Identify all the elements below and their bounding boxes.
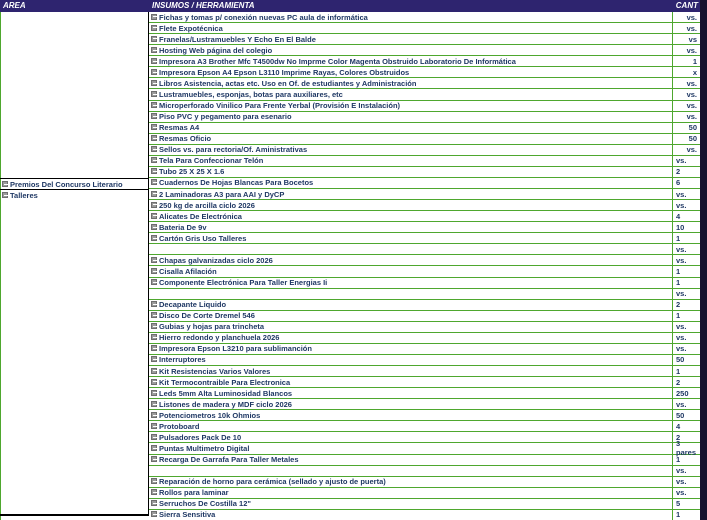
- item-label: Listones de madera y MDF ciclo 2026: [159, 399, 292, 409]
- collapse-icon[interactable]: [2, 181, 8, 187]
- table-row: [149, 344, 700, 355]
- table-row: [149, 477, 700, 488]
- item-label: Pulsadores Pack De 10: [159, 432, 242, 442]
- item-label: Reparación de horno para cerámica (sellado y ajusto de puerta): [159, 477, 386, 487]
- item-label: 2 Laminadoras A3 para AAI y DyCP: [159, 189, 285, 199]
- row-cant-cell[interactable]: 50: [672, 134, 700, 144]
- row-cant-cell[interactable]: 4: [672, 211, 700, 221]
- row-cant-cell[interactable]: vs.: [672, 156, 700, 166]
- table-row: [149, 67, 700, 78]
- item-label: Gubias y hojas para trincheta: [159, 322, 265, 332]
- table-row: [149, 421, 700, 432]
- row-item-cell[interactable]: [149, 400, 672, 409]
- collapse-icon[interactable]: [151, 368, 157, 374]
- item-label: Kit Termocontraible Para Electronica: [159, 377, 291, 387]
- item-label: Cuadernos De Hojas Blancas Para Bocetos: [159, 178, 314, 188]
- row-item-cell[interactable]: [149, 411, 672, 420]
- collapse-icon[interactable]: [151, 213, 157, 219]
- row-cant-cell[interactable]: 1: [672, 366, 700, 376]
- row-cant-cell[interactable]: x: [672, 67, 700, 77]
- table-row: [149, 89, 700, 100]
- col-header-area[interactable]: AREA: [3, 1, 26, 10]
- item-label: Lustramuebles, esponjas, botas para auxiliares, etc: [159, 89, 343, 99]
- left-grid-line: [0, 12, 1, 520]
- row-cant-cell[interactable]: vs.: [672, 45, 700, 55]
- table-row: [149, 200, 700, 211]
- collapse-icon[interactable]: [151, 456, 157, 462]
- row-item-cell[interactable]: [149, 46, 672, 55]
- table-row: [149, 12, 700, 23]
- row-cant-cell[interactable]: 1: [672, 56, 700, 66]
- item-label: Impresora Epson A4 Epson L3110 Imprime Rayas, Colores Obstruidos: [159, 67, 410, 77]
- table-row: [149, 167, 700, 178]
- item-label: Tela Para Confeccionar Telón: [159, 156, 264, 166]
- collapse-icon[interactable]: [151, 489, 157, 495]
- table-row: [149, 233, 700, 244]
- row-item-cell[interactable]: [149, 510, 672, 519]
- item-label: Resmas Oficio: [159, 134, 212, 144]
- table-row: [149, 101, 700, 112]
- row-cant-cell[interactable]: 1: [672, 510, 700, 520]
- row-item-cell[interactable]: [149, 90, 672, 99]
- table-row: [149, 189, 700, 200]
- table-row: [149, 466, 700, 477]
- row-item-cell[interactable]: [149, 57, 672, 66]
- row-item-cell[interactable]: [149, 355, 672, 364]
- collapse-icon[interactable]: [151, 356, 157, 362]
- table-row: [149, 156, 700, 167]
- row-item-cell[interactable]: [149, 35, 672, 44]
- collapse-icon[interactable]: [151, 224, 157, 230]
- row-item-cell[interactable]: [149, 201, 672, 210]
- row-item-cell[interactable]: [149, 300, 672, 309]
- table-row: [149, 399, 700, 410]
- row-item-cell[interactable]: [149, 234, 672, 243]
- collapse-icon[interactable]: [151, 80, 157, 86]
- collapse-icon[interactable]: [151, 47, 157, 53]
- collapse-icon[interactable]: [151, 91, 157, 97]
- row-item-cell[interactable]: [149, 422, 672, 431]
- item-label: Sierra Sensitiva: [159, 510, 216, 520]
- row-cant-cell[interactable]: vs.: [672, 477, 700, 487]
- row-cant-cell[interactable]: 50: [672, 123, 700, 133]
- row-item-cell[interactable]: [149, 311, 672, 320]
- row-cant-cell[interactable]: 1: [672, 233, 700, 243]
- collapse-icon[interactable]: [151, 434, 157, 440]
- row-cant-cell[interactable]: 1: [672, 278, 700, 288]
- row-item-cell[interactable]: [149, 367, 672, 376]
- area-label-premios[interactable]: [2, 179, 123, 190]
- row-item-cell[interactable]: [149, 499, 672, 508]
- table-row: [149, 300, 700, 311]
- row-cant-cell[interactable]: vs.: [672, 145, 700, 155]
- row-cant-cell[interactable]: 2: [672, 300, 700, 310]
- table-row: [149, 432, 700, 443]
- collapse-icon[interactable]: [151, 69, 157, 75]
- row-cant-cell[interactable]: 10: [672, 222, 700, 232]
- item-label: Sellos vs. para rectoria/Of. Aministrativas: [159, 145, 308, 155]
- collapse-icon[interactable]: [151, 14, 157, 20]
- row-item-cell[interactable]: [149, 322, 672, 331]
- item-label: Hosting Web página del colegio: [159, 45, 273, 55]
- collapse-icon[interactable]: [2, 192, 8, 198]
- table-row: [149, 278, 700, 289]
- row-cant-cell[interactable]: 250: [672, 388, 700, 398]
- row-cant-cell[interactable]: vs.: [672, 189, 700, 199]
- area-column-border: [148, 12, 149, 516]
- right-edge-strip: [700, 0, 707, 520]
- table-row: [149, 488, 700, 499]
- row-cant-cell[interactable]: vs.: [672, 399, 700, 409]
- row-cant-cell[interactable]: 2: [672, 377, 700, 387]
- row-item-cell[interactable]: [149, 444, 672, 453]
- item-label: Componente Electrónica Para Taller Energias Ii: [159, 278, 328, 288]
- row-item-cell[interactable]: [149, 123, 672, 132]
- area-cell-border: [0, 514, 149, 516]
- item-label: Impresora Epson L3210 para sublimanción: [159, 344, 312, 354]
- table-row: [149, 322, 700, 333]
- collapse-icon[interactable]: [151, 146, 157, 152]
- collapse-icon[interactable]: [151, 345, 157, 351]
- item-label: Decapante Liquido: [159, 300, 227, 310]
- item-label: Tubo 25 X 25 X 1.6: [159, 167, 225, 177]
- item-label: Kit Resistencias Varios Valores: [159, 366, 271, 376]
- row-cant-cell[interactable]: vs: [672, 34, 700, 44]
- row-cant-cell[interactable]: 50: [672, 410, 700, 420]
- row-item-cell[interactable]: [149, 455, 672, 464]
- table-row: [149, 211, 700, 222]
- row-item-cell[interactable]: [149, 333, 672, 342]
- row-item-cell[interactable]: [149, 13, 672, 22]
- item-label: 250 kg de arcilla ciclo 2026: [159, 200, 255, 210]
- item-label: Flete Expotécnica: [159, 23, 223, 33]
- row-item-cell[interactable]: [149, 156, 672, 165]
- item-label: Protoboard: [159, 421, 200, 431]
- row-item-cell[interactable]: [149, 178, 672, 187]
- collapse-icon[interactable]: [151, 113, 157, 119]
- col-header-cant[interactable]: CANT: [675, 1, 698, 10]
- item-label: Recarga De Garrafa Para Taller Metales: [159, 455, 299, 465]
- item-label: Puntas Multimetro Digital: [159, 443, 250, 453]
- collapse-icon[interactable]: [151, 102, 157, 108]
- row-cant-cell[interactable]: vs.: [672, 333, 700, 343]
- row-cant-cell[interactable]: vs.: [672, 12, 700, 22]
- item-label: Fichas y tomas p/ conexión nuevas PC aula de informática: [159, 12, 368, 22]
- collapse-icon[interactable]: [151, 312, 157, 318]
- table-row: [149, 222, 700, 233]
- table-row: [149, 34, 700, 45]
- item-label: Piso PVC y pegamento para esenario: [159, 112, 292, 122]
- table-row: [149, 266, 700, 277]
- table-row: [149, 78, 700, 89]
- item-label: Rollos para laminar: [159, 488, 229, 498]
- table-row: [149, 439, 700, 458]
- row-item-cell[interactable]: [149, 24, 672, 33]
- row-item-cell[interactable]: [149, 79, 672, 88]
- row-item-cell[interactable]: [149, 256, 672, 265]
- row-cant-cell[interactable]: vs.: [672, 101, 700, 111]
- row-item-cell[interactable]: [149, 488, 672, 497]
- item-label: Serruchos De Costilla 12": [159, 499, 251, 509]
- table-row: [149, 23, 700, 34]
- table-row: [149, 355, 700, 366]
- table-row: [149, 388, 700, 399]
- table-row: [149, 311, 700, 322]
- col-header-insumos[interactable]: INSUMOS / HERRAMIENTA: [152, 1, 255, 10]
- table-row: [149, 45, 700, 56]
- row-cant-cell[interactable]: vs.: [672, 255, 700, 265]
- item-label: Hierro redondo y planchuela 2026: [159, 333, 280, 343]
- table-row: [149, 178, 700, 189]
- collapse-icon[interactable]: [151, 58, 157, 64]
- row-item-cell[interactable]: [149, 190, 672, 199]
- table-row: [149, 455, 700, 466]
- table-row: [149, 377, 700, 388]
- row-item-cell[interactable]: [149, 433, 672, 442]
- collapse-icon[interactable]: [151, 390, 157, 396]
- row-cant-cell[interactable]: 1: [672, 266, 700, 276]
- row-item-cell[interactable]: [149, 212, 672, 221]
- collapse-icon[interactable]: [151, 412, 157, 418]
- row-cant-cell[interactable]: vs.: [672, 322, 700, 332]
- collapse-icon[interactable]: [151, 36, 157, 42]
- collapse-icon[interactable]: [151, 179, 157, 185]
- collapse-icon[interactable]: [151, 124, 157, 130]
- item-label: Franelas/Lustramuebles Y Echo En El Balde: [159, 34, 316, 44]
- row-cant-cell[interactable]: vs.: [672, 289, 700, 299]
- item-label: Resmas A4: [159, 123, 200, 133]
- item-label: Chapas galvanizadas ciclo 2026: [159, 255, 273, 265]
- item-label: Libros Asistencia, actas etc. Uso en Of. de estudiantes y Administración: [159, 78, 417, 88]
- row-item-cell[interactable]: [149, 134, 672, 143]
- row-cant-cell[interactable]: vs.: [672, 466, 700, 476]
- item-label: Cartón Gris Uso Talleres: [159, 233, 247, 243]
- area-label-text: Premios Del Concurso Literario: [10, 180, 123, 189]
- row-cant-cell[interactable]: 5: [672, 499, 700, 509]
- item-label: Cisalla Afilación: [159, 266, 217, 276]
- item-label: Alicates De Electrónica: [159, 211, 242, 221]
- item-label: Bateria De 9v: [159, 222, 207, 232]
- row-cant-cell[interactable]: vs.: [672, 200, 700, 210]
- area-label-talleres[interactable]: [2, 190, 38, 201]
- table-row: [149, 123, 700, 134]
- row-cant-cell[interactable]: vs.: [672, 78, 700, 88]
- row-cant-cell[interactable]: vs.: [672, 344, 700, 354]
- collapse-icon[interactable]: [151, 257, 157, 263]
- collapse-icon[interactable]: [151, 323, 157, 329]
- collapse-icon[interactable]: [151, 401, 157, 407]
- row-cant-cell[interactable]: vs.: [672, 244, 700, 254]
- collapse-icon[interactable]: [151, 279, 157, 285]
- table-row: [149, 255, 700, 266]
- collapse-icon[interactable]: [151, 25, 157, 31]
- row-item-cell[interactable]: [149, 477, 672, 486]
- item-label: Interruptores: [159, 355, 206, 365]
- collapse-icon[interactable]: [151, 168, 157, 174]
- row-item-cell[interactable]: [149, 101, 672, 110]
- row-cant-cell[interactable]: 2: [672, 432, 700, 442]
- table-row: [149, 366, 700, 377]
- table-row: [149, 499, 700, 510]
- row-cant-cell[interactable]: vs.: [672, 23, 700, 33]
- row-cant-cell[interactable]: 1: [672, 311, 700, 321]
- row-cant-cell[interactable]: vs.: [672, 112, 700, 122]
- collapse-icon[interactable]: [151, 445, 157, 451]
- row-item-cell[interactable]: [149, 145, 672, 154]
- row-cant-cell[interactable]: 1: [672, 455, 700, 465]
- row-cant-cell[interactable]: 6: [672, 178, 700, 188]
- row-item-cell[interactable]: [149, 68, 672, 77]
- row-item-cell[interactable]: [149, 267, 672, 276]
- header-row: [0, 0, 707, 12]
- row-cant-cell[interactable]: 3 pares: [672, 443, 700, 453]
- table-row: [149, 333, 700, 344]
- table-row: [149, 410, 700, 421]
- row-cant-cell[interactable]: 50: [672, 355, 700, 365]
- table-row: [149, 510, 700, 520]
- table-row: [149, 145, 700, 156]
- row-item-cell[interactable]: [149, 389, 672, 398]
- table-row: [149, 112, 700, 123]
- row-item-cell[interactable]: [149, 223, 672, 232]
- row-item-cell[interactable]: [149, 378, 672, 387]
- collapse-icon[interactable]: [151, 202, 157, 208]
- row-cant-cell[interactable]: vs.: [672, 89, 700, 99]
- table-row: [149, 244, 700, 255]
- collapse-icon[interactable]: [151, 334, 157, 340]
- collapse-icon[interactable]: [151, 301, 157, 307]
- row-item-cell[interactable]: [149, 112, 672, 121]
- row-cant-cell[interactable]: 4: [672, 421, 700, 431]
- collapse-icon[interactable]: [151, 135, 157, 141]
- collapse-icon[interactable]: [151, 511, 157, 517]
- row-cant-cell[interactable]: 2: [672, 167, 700, 177]
- item-label: Potenciometros 10k Ohmios: [159, 410, 261, 420]
- row-item-cell[interactable]: [149, 278, 672, 287]
- collapse-icon[interactable]: [151, 478, 157, 484]
- collapse-icon[interactable]: [151, 191, 157, 197]
- collapse-icon[interactable]: [151, 268, 157, 274]
- item-label: Impresora A3 Brother Mfc T4500dw No Imprme Color Magenta Obstruido Laboratorio De Informática: [159, 56, 516, 66]
- collapse-icon[interactable]: [151, 423, 157, 429]
- item-label: Disco De Corte Dremel 546: [159, 311, 255, 321]
- collapse-icon[interactable]: [151, 379, 157, 385]
- row-item-cell[interactable]: [149, 167, 672, 176]
- row-item-cell[interactable]: [149, 344, 672, 353]
- collapse-icon[interactable]: [151, 235, 157, 241]
- item-label: Leds 5mm Alta Luminosidad Blancos: [159, 388, 293, 398]
- table-row: [149, 56, 700, 67]
- table-row: [149, 134, 700, 145]
- collapse-icon[interactable]: [151, 157, 157, 163]
- rows: [149, 12, 700, 520]
- row-cant-cell[interactable]: vs.: [672, 488, 700, 498]
- table-row: [149, 289, 700, 300]
- area-label-text: Talleres: [10, 191, 38, 200]
- collapse-icon[interactable]: [151, 500, 157, 506]
- item-label: Microperforado Vinilico Para Frente Yerbal (Provisión E Instalación): [159, 101, 401, 111]
